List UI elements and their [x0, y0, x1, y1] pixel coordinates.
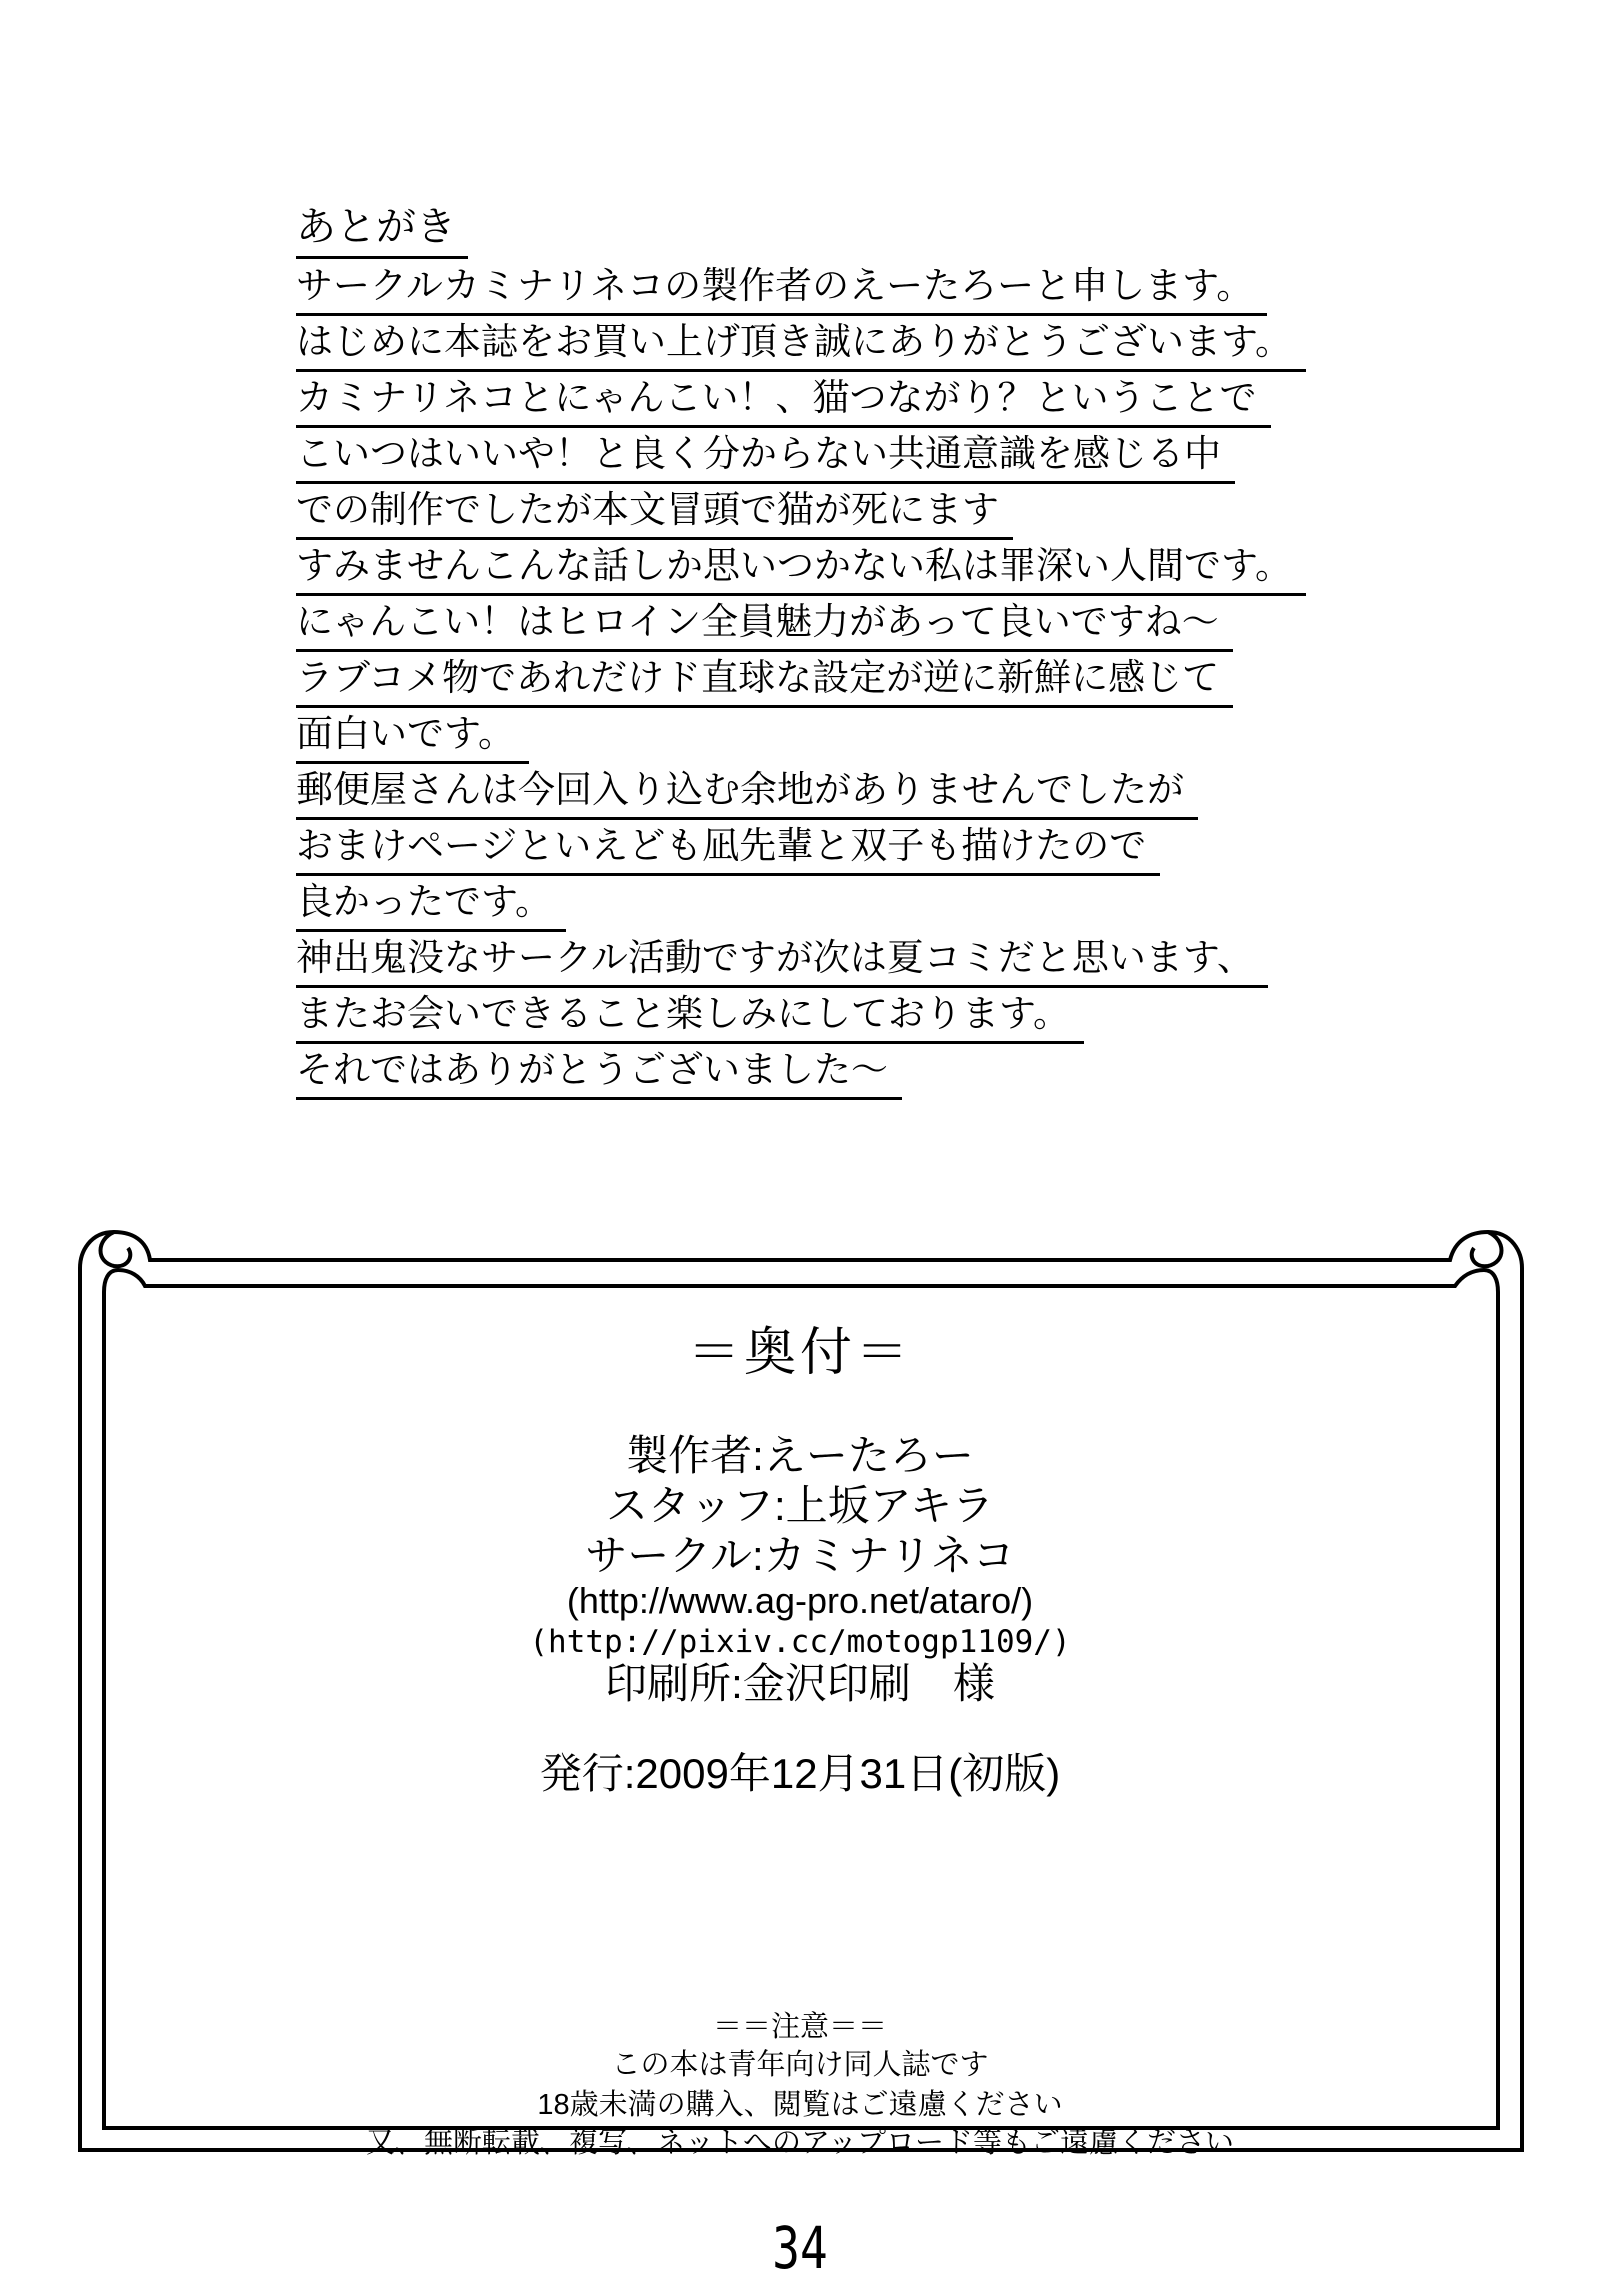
afterword-line: ラブコメ物であれだけド直球な設定が逆に新鮮に感じて: [296, 651, 1296, 707]
afterword-section: [296, 200, 1296, 1099]
frame-left-curl: [101, 1232, 131, 1266]
colophon-url-website: (http://www.ag-pro.net/ataro/): [566, 1580, 1034, 1621]
colophon-producer: 製作者:えーたろー: [626, 1432, 974, 1479]
notice-line: この本は青年向け同人誌です: [611, 2049, 989, 2081]
notice-line: 又、無断転載、複写、ネットへのアップロード等もご遠慮ください: [366, 2127, 1234, 2159]
colophon-circle: サークル:カミナリネコ: [585, 1532, 1015, 1579]
afterword-line: 面白いです。: [296, 707, 1296, 763]
notice-title: ＝＝注意＝＝: [712, 2011, 887, 2043]
afterword-line: サークルカミナリネコの製作者のえーたろーと申します。: [296, 259, 1296, 315]
afterword-line: すみませんこんな話しか思いつかない私は罪深い人間です。: [296, 539, 1296, 595]
notice-line: 18歳未満の購入、閲覧はご遠慮ください: [537, 2089, 1063, 2121]
afterword-heading: あとがき: [296, 200, 468, 259]
frame-right-curl: [1472, 1232, 1502, 1266]
afterword-line: はじめに本誌をお買い上げ頂き誠にありがとうございます。: [296, 315, 1296, 371]
colophon-staff: スタッフ:上坂アキラ: [606, 1482, 994, 1529]
afterword-line: またお会いできること楽しみにしております。: [296, 987, 1296, 1043]
afterword-line: 良かったです。: [296, 875, 1296, 931]
colophon-url-pixiv: (http://pixiv.cc/motogp1109/): [529, 1624, 1071, 1660]
colophon-issue-date: 発行:2009年12月31日(初版): [539, 1750, 1061, 1797]
page-number: 34: [772, 2214, 828, 2282]
afterword-line: それではありがとうございました～: [296, 1043, 1296, 1099]
afterword-line: 郵便屋さんは今回入り込む余地がありませんでしたが: [296, 763, 1296, 819]
afterword-line: おまけページといえども凪先輩と双子も描けたので: [296, 819, 1296, 875]
afterword-line: こいつはいいや！と良く分からない共通意識を感じる中: [296, 427, 1296, 483]
afterword-line: での制作でしたが本文冒頭で猫が死にます: [296, 483, 1296, 539]
colophon-printer: 印刷所:金沢印刷 様: [605, 1660, 995, 1707]
afterword-line: にゃんこい！はヒロイン全員魅力があって良いですね～: [296, 595, 1296, 651]
colophon-title: ＝奥付＝: [687, 1324, 912, 1382]
afterword-line: 神出鬼没なサークル活動ですが次は夏コミだと思います、: [296, 931, 1296, 987]
afterword-line: カミナリネコとにゃんこい！、猫つながり？ということで: [296, 371, 1296, 427]
